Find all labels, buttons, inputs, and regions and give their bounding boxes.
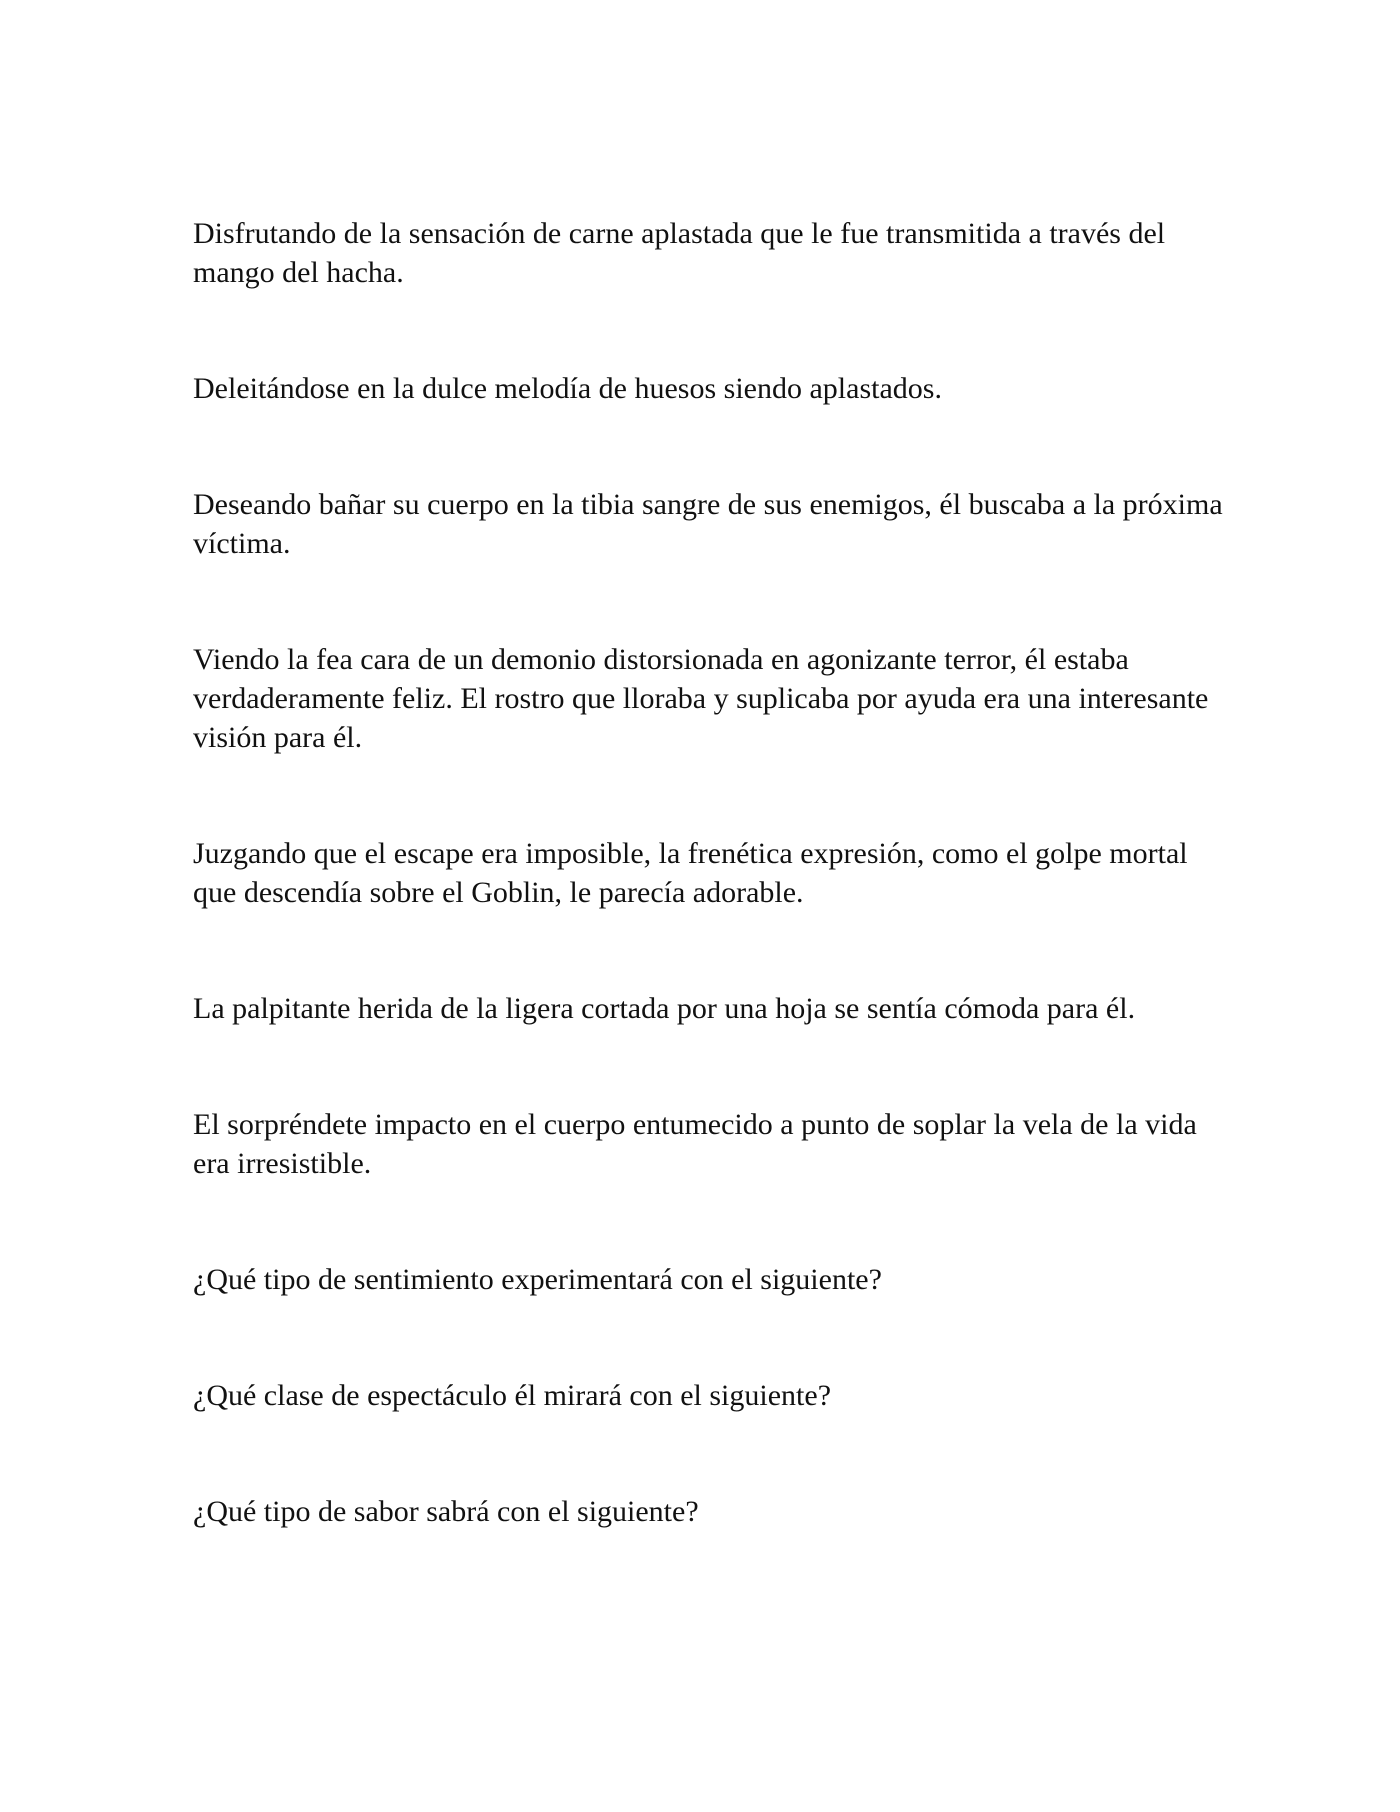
paragraph-2: Deleitándose en la dulce melodía de huesos siendo aplastados. — [193, 372, 942, 405]
document-body — [193, 214, 1223, 1608]
paragraph-7: El sorpréndete impacto en el cuerpo entumecido a punto de soplar la vela de la vida era irresistible. — [193, 1108, 1197, 1180]
paragraph-9: ¿Qué clase de espectáculo él mirará con el siguiente? — [193, 1379, 832, 1412]
paragraph-4: Viendo la fea cara de un demonio distorsionada en agonizante terror, él estaba verdaderamente feliz. El rostro que lloraba y suplicaba por ayuda era una interesante visión para él. — [193, 643, 1209, 754]
paragraph-3: Deseando bañar su cuerpo en la tibia sangre de sus enemigos, él buscaba a la próxima víctima. — [193, 488, 1223, 560]
paragraph-8: ¿Qué tipo de sentimiento experimentará con el siguiente? — [193, 1263, 882, 1296]
paragraph-5: Juzgando que el escape era imposible, la frenética expresión, como el golpe mortal que descendía sobre el Goblin, le parecía adorable. — [193, 837, 1188, 909]
paragraph-10: ¿Qué tipo de sabor sabrá con el siguiente? — [193, 1495, 699, 1528]
paragraph-6: La palpitante herida de la ligera cortada por una hoja se sentía cómoda para él. — [193, 992, 1136, 1025]
paragraph-1: Disfrutando de la sensación de carne aplastada que le fue transmitida a través del mango del hacha. — [193, 217, 1166, 289]
